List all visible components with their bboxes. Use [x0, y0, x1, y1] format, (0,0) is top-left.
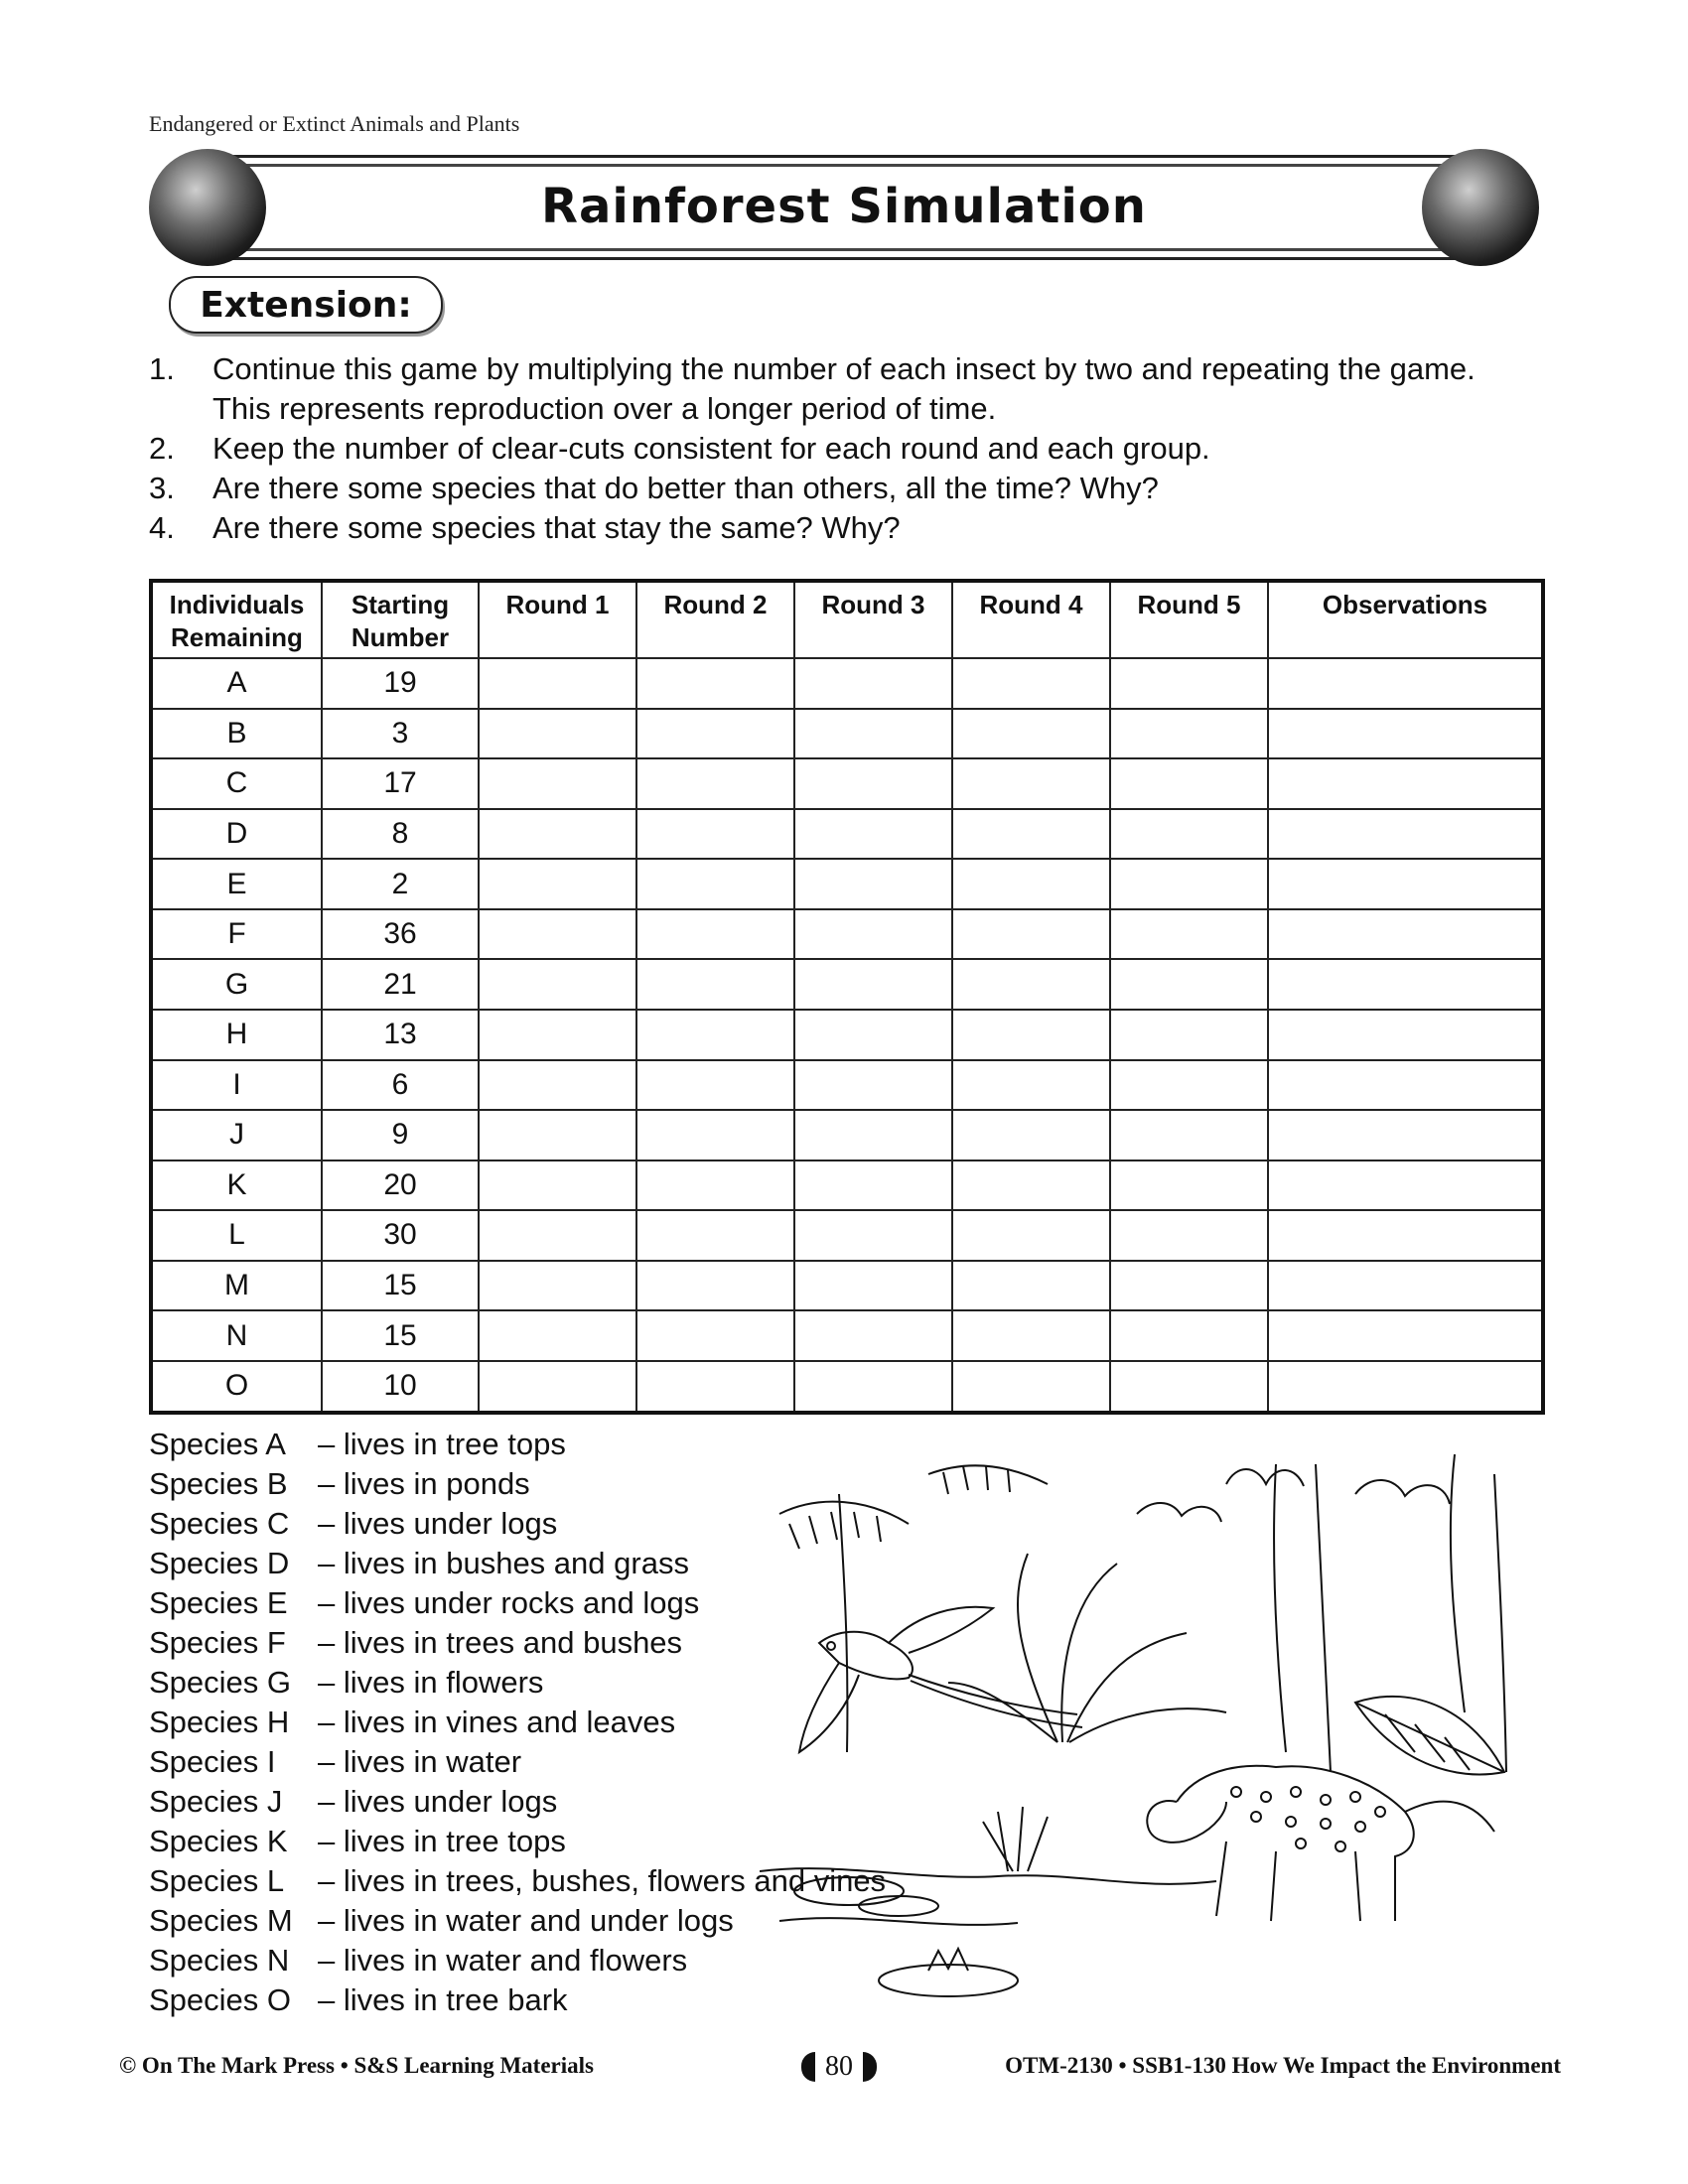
instruction-text: Continue this game by multiplying the number of each insect by two and repeating the game. This represents reproduction over a longer period of time.	[212, 351, 1476, 426]
round-entry-cell[interactable]	[479, 758, 636, 809]
page-tab-cap-icon	[801, 2052, 815, 2082]
species-name: Species J	[149, 1784, 283, 1819]
instruction-item	[149, 508, 1539, 548]
species-name: Species F	[149, 1625, 286, 1660]
round-entry-cell[interactable]	[952, 658, 1110, 709]
species-name: Species B	[149, 1466, 288, 1501]
table-row	[151, 1310, 1543, 1361]
table-row	[151, 959, 1543, 1010]
species-habitat: – lives in water and flowers	[318, 1943, 688, 1978]
species-id-cell: K	[151, 1160, 322, 1211]
round-entry-cell[interactable]	[1110, 859, 1268, 909]
observation-cell[interactable]	[1268, 809, 1543, 860]
round-entry-cell[interactable]	[636, 1361, 794, 1413]
round-entry-cell[interactable]	[952, 1361, 1110, 1413]
footer-publisher: © On The Mark Press • S&S Learning Materials	[119, 2053, 594, 2078]
starting-number-cell: 15	[322, 1261, 479, 1311]
round-entry-cell[interactable]	[636, 909, 794, 960]
species-habitat: – lives in tree tops	[318, 1824, 566, 1858]
round-entry-cell[interactable]	[952, 1010, 1110, 1060]
observation-cell[interactable]	[1268, 1110, 1543, 1160]
species-habitat: – lives in trees and bushes	[318, 1625, 683, 1660]
species-habitat: – lives in ponds	[318, 1466, 530, 1501]
round-entry-cell[interactable]	[1110, 1060, 1268, 1111]
species-id-cell: F	[151, 909, 322, 960]
round-entry-cell[interactable]	[952, 1210, 1110, 1261]
instruction-number: 4.	[149, 510, 175, 545]
starting-number-cell: 30	[322, 1210, 479, 1261]
round-entry-cell[interactable]	[794, 1010, 952, 1060]
observation-cell[interactable]	[1268, 909, 1543, 960]
species-id-cell: H	[151, 1010, 322, 1060]
starting-number-cell: 6	[322, 1060, 479, 1111]
observation-cell[interactable]	[1268, 1010, 1543, 1060]
starting-number-cell: 8	[322, 809, 479, 860]
round-entry-cell[interactable]	[636, 1110, 794, 1160]
round-entry-cell[interactable]	[636, 709, 794, 759]
species-id-cell: G	[151, 959, 322, 1010]
round-entry-cell[interactable]	[952, 1310, 1110, 1361]
round-entry-cell[interactable]	[479, 959, 636, 1010]
observation-cell[interactable]	[1268, 959, 1543, 1010]
instruction-list	[149, 349, 1539, 548]
round-entry-cell[interactable]	[1110, 1310, 1268, 1361]
instruction-item	[149, 429, 1539, 469]
round-entry-cell[interactable]	[479, 1110, 636, 1160]
species-habitat: – lives in vines and leaves	[318, 1705, 676, 1739]
round-entry-cell[interactable]	[952, 859, 1110, 909]
instruction-number: 3.	[149, 471, 175, 505]
observation-cell[interactable]	[1268, 709, 1543, 759]
round-entry-cell[interactable]	[636, 809, 794, 860]
species-id-cell: E	[151, 859, 322, 909]
round-entry-cell[interactable]	[479, 1160, 636, 1211]
round-entry-cell[interactable]	[479, 859, 636, 909]
column-header: Round 3	[794, 581, 952, 658]
observation-cell[interactable]	[1268, 1261, 1543, 1311]
round-entry-cell[interactable]	[479, 1261, 636, 1311]
round-entry-cell[interactable]	[1110, 658, 1268, 709]
title-banner	[149, 149, 1539, 266]
table-row	[151, 1361, 1543, 1413]
round-entry-cell[interactable]	[1110, 1160, 1268, 1211]
starting-number-cell: 2	[322, 859, 479, 909]
round-entry-cell[interactable]	[479, 1010, 636, 1060]
species-habitat: – lives in tree tops	[318, 1427, 566, 1461]
table-row	[151, 1160, 1543, 1211]
species-name: Species E	[149, 1585, 288, 1620]
round-entry-cell[interactable]	[1110, 1110, 1268, 1160]
starting-number-cell: 15	[322, 1310, 479, 1361]
round-entry-cell[interactable]	[636, 859, 794, 909]
table-row	[151, 1261, 1543, 1311]
round-entry-cell[interactable]	[794, 1160, 952, 1211]
observation-cell[interactable]	[1268, 658, 1543, 709]
round-entry-cell[interactable]	[794, 709, 952, 759]
round-entry-cell[interactable]	[1110, 959, 1268, 1010]
round-entry-cell[interactable]	[479, 1060, 636, 1111]
round-entry-cell[interactable]	[952, 709, 1110, 759]
species-name: Species D	[149, 1546, 290, 1580]
round-entry-cell[interactable]	[636, 1010, 794, 1060]
round-entry-cell[interactable]	[794, 959, 952, 1010]
round-entry-cell[interactable]	[1110, 809, 1268, 860]
species-habitat: – lives under logs	[318, 1506, 558, 1541]
round-entry-cell[interactable]	[479, 1210, 636, 1261]
species-habitat: – lives in flowers	[318, 1665, 544, 1700]
instruction-number: 1.	[149, 351, 175, 386]
round-entry-cell[interactable]	[952, 1261, 1110, 1311]
round-entry-cell[interactable]	[794, 909, 952, 960]
round-entry-cell[interactable]	[636, 1261, 794, 1311]
species-name: Species G	[149, 1665, 292, 1700]
table-row	[151, 758, 1543, 809]
table-body	[151, 658, 1543, 1413]
round-entry-cell[interactable]	[952, 1110, 1110, 1160]
section-label: Endangered or Extinct Animals and Plants	[149, 111, 520, 136]
table-row	[151, 1010, 1543, 1060]
round-entry-cell[interactable]	[952, 959, 1110, 1010]
species-id-cell: A	[151, 658, 322, 709]
round-entry-cell[interactable]	[794, 1361, 952, 1413]
instruction-item	[149, 349, 1539, 429]
round-entry-cell[interactable]	[1110, 1010, 1268, 1060]
instruction-text: Are there some species that stay the same? Why?	[212, 510, 901, 545]
round-entry-cell[interactable]	[636, 1310, 794, 1361]
round-entry-cell[interactable]	[1110, 1210, 1268, 1261]
round-entry-cell[interactable]	[636, 658, 794, 709]
round-entry-cell[interactable]	[794, 658, 952, 709]
page-number-tab	[789, 2047, 889, 2087]
round-entry-cell[interactable]	[636, 1060, 794, 1111]
table-row	[151, 859, 1543, 909]
round-entry-cell[interactable]	[1110, 1361, 1268, 1413]
round-entry-cell[interactable]	[1110, 758, 1268, 809]
column-header: Individuals Remaining	[151, 581, 322, 658]
starting-number-cell: 20	[322, 1160, 479, 1211]
round-entry-cell[interactable]	[794, 1110, 952, 1160]
round-entry-cell[interactable]	[794, 1310, 952, 1361]
instruction-number: 2.	[149, 431, 175, 466]
round-entry-cell[interactable]	[1110, 709, 1268, 759]
table-header-row	[151, 581, 1543, 658]
round-entry-cell[interactable]	[952, 1160, 1110, 1211]
observation-cell[interactable]	[1268, 758, 1543, 809]
species-id-cell: O	[151, 1361, 322, 1413]
round-entry-cell[interactable]	[1110, 909, 1268, 960]
species-name: Species H	[149, 1705, 290, 1739]
species-name: Species L	[149, 1863, 285, 1898]
simulation-table	[149, 579, 1545, 1415]
round-entry-cell[interactable]	[1110, 1261, 1268, 1311]
starting-number-cell: 9	[322, 1110, 479, 1160]
species-habitat: – lives in bushes and grass	[318, 1546, 689, 1580]
table-row	[151, 909, 1543, 960]
column-header: Round 4	[952, 581, 1110, 658]
round-entry-cell[interactable]	[794, 1261, 952, 1311]
species-habitat: – lives in water	[318, 1744, 522, 1779]
species-id-cell: N	[151, 1310, 322, 1361]
extension-heading: Extension:	[169, 276, 443, 334]
column-header: Round 1	[479, 581, 636, 658]
table-row	[151, 709, 1543, 759]
species-name: Species N	[149, 1943, 290, 1978]
species-name: Species K	[149, 1824, 288, 1858]
species-id-cell: I	[151, 1060, 322, 1111]
round-entry-cell[interactable]	[479, 809, 636, 860]
observation-cell[interactable]	[1268, 859, 1543, 909]
page-number: 80	[825, 2051, 853, 2082]
species-name: Species M	[149, 1903, 293, 1938]
round-entry-cell[interactable]	[479, 1310, 636, 1361]
starting-number-cell: 10	[322, 1361, 479, 1413]
round-entry-cell[interactable]	[636, 959, 794, 1010]
species-id-cell: J	[151, 1110, 322, 1160]
round-entry-cell[interactable]	[952, 909, 1110, 960]
round-entry-cell[interactable]	[794, 1210, 952, 1261]
species-habitat: – lives under logs	[318, 1784, 558, 1819]
table-row	[151, 1060, 1543, 1111]
round-entry-cell[interactable]	[479, 1361, 636, 1413]
species-id-cell: C	[151, 758, 322, 809]
starting-number-cell: 19	[322, 658, 479, 709]
observation-cell[interactable]	[1268, 1310, 1543, 1361]
starting-number-cell: 21	[322, 959, 479, 1010]
column-header: Observations	[1268, 581, 1543, 658]
table-row	[151, 809, 1543, 860]
round-entry-cell[interactable]	[794, 809, 952, 860]
table-row	[151, 1110, 1543, 1160]
table-row	[151, 1210, 1543, 1261]
species-id-cell: B	[151, 709, 322, 759]
column-header: Round 5	[1110, 581, 1268, 658]
page-tab-cap-icon	[863, 2052, 877, 2082]
round-entry-cell[interactable]	[636, 758, 794, 809]
round-entry-cell[interactable]	[479, 909, 636, 960]
round-entry-cell[interactable]	[636, 1160, 794, 1211]
round-entry-cell[interactable]	[794, 1060, 952, 1111]
round-entry-cell[interactable]	[952, 809, 1110, 860]
round-entry-cell[interactable]	[952, 758, 1110, 809]
column-header: Starting Number	[322, 581, 479, 658]
rainforest-illustration	[760, 1454, 1544, 2005]
species-habitat: – lives in tree bark	[318, 1982, 568, 2017]
species-id-cell: M	[151, 1261, 322, 1311]
species-name: Species A	[149, 1427, 286, 1461]
instruction-text: Are there some species that do better than others, all the time? Why?	[212, 471, 1159, 505]
round-entry-cell[interactable]	[794, 758, 952, 809]
page-title: Rainforest Simulation	[541, 179, 1147, 234]
observation-cell[interactable]	[1268, 1210, 1543, 1261]
round-entry-cell[interactable]	[794, 859, 952, 909]
starting-number-cell: 36	[322, 909, 479, 960]
footer	[0, 2053, 1688, 2093]
starting-number-cell: 3	[322, 709, 479, 759]
starting-number-cell: 17	[322, 758, 479, 809]
round-entry-cell[interactable]	[479, 709, 636, 759]
instruction-item	[149, 469, 1539, 508]
observation-cell[interactable]	[1268, 1060, 1543, 1111]
observation-cell[interactable]	[1268, 1160, 1543, 1211]
starting-number-cell: 13	[322, 1010, 479, 1060]
round-entry-cell[interactable]	[479, 658, 636, 709]
species-name: Species O	[149, 1982, 292, 2017]
table-row	[151, 658, 1543, 709]
species-id-cell: L	[151, 1210, 322, 1261]
species-habitat: – lives in water and under logs	[318, 1903, 734, 1938]
footer-product-code: OTM-2130 • SSB1-130 How We Impact the Environment	[1005, 2053, 1561, 2078]
round-entry-cell[interactable]	[636, 1210, 794, 1261]
instruction-text: Keep the number of clear-cuts consistent for each round and each group.	[212, 431, 1210, 466]
species-habitat: – lives under rocks and logs	[318, 1585, 700, 1620]
column-header: Round 2	[636, 581, 794, 658]
species-habitat: – lives in trees, bushes, flowers and vines	[318, 1863, 887, 1898]
species-name: Species C	[149, 1506, 290, 1541]
observation-cell[interactable]	[1268, 1361, 1543, 1413]
species-id-cell: D	[151, 809, 322, 860]
round-entry-cell[interactable]	[952, 1060, 1110, 1111]
species-name: Species I	[149, 1744, 276, 1779]
